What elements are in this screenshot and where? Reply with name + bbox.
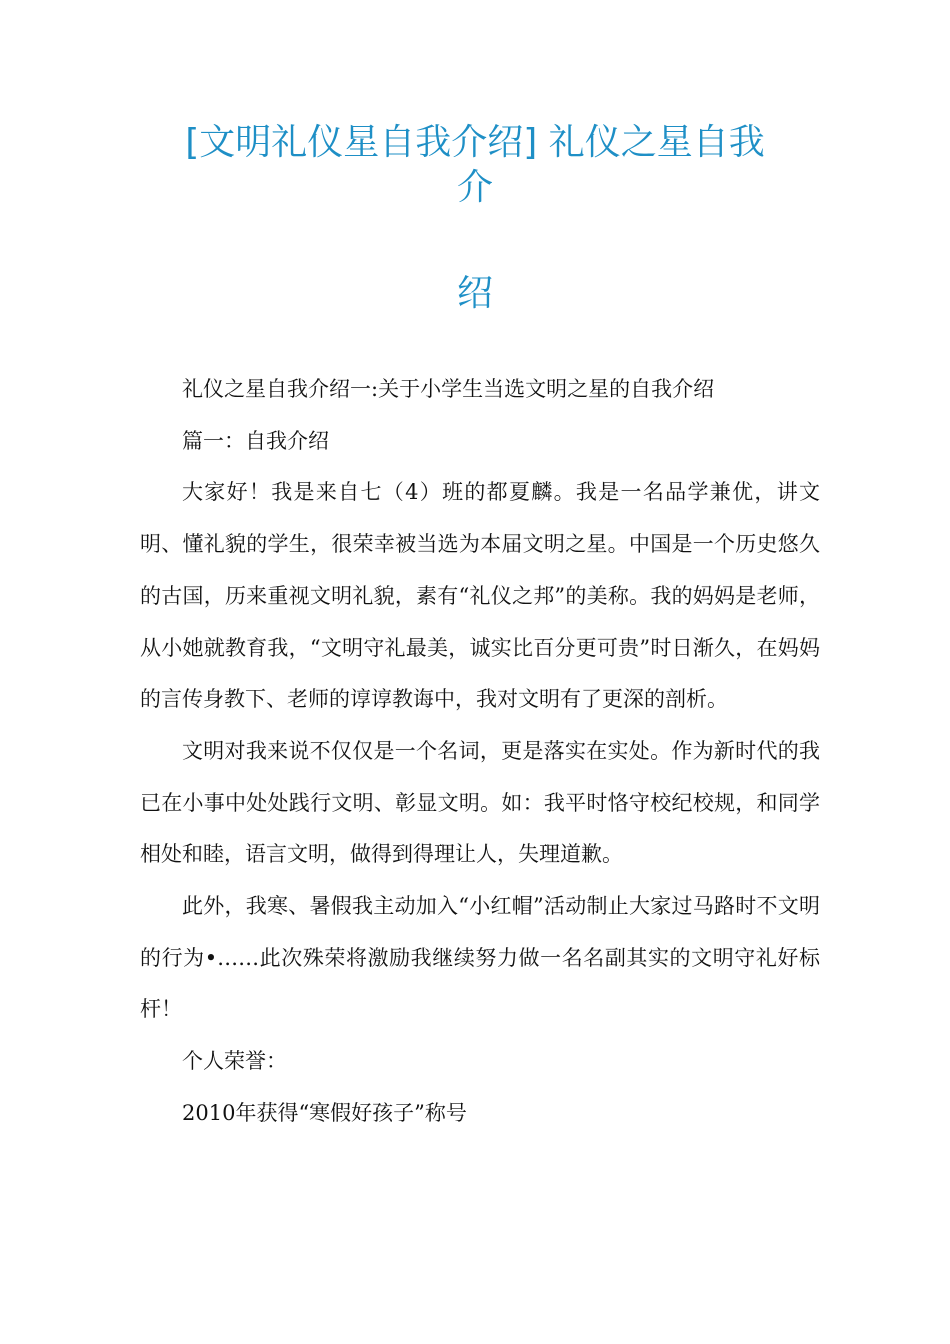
title-part-wrap: 介 — [456, 167, 493, 208]
document-title-line1 — [150, 121, 800, 165]
document-title-line1-wrap — [150, 166, 800, 210]
document-title-line2: 绍 — [456, 273, 493, 314]
title-part-main: [文明礼仪星自我介绍] 礼仪之星自我 — [185, 122, 765, 163]
paragraph-greeting: 大家好！我是来自七（4）班的都夏麟。我是一名品学兼优，讲文明、懂礼貌的学生，很荣幸被当选为本届文明之星。中国是一个历史悠久的古国，历来重视文明礼貌，素有“礼仪之邦”的美称。我的妈妈是老师，从小她就教育我，“文明守礼最美，诚实比百分更可贵”时日渐久，在妈妈的言传身教下、老师的谆谆教诲中，我对文明有了更深的剖析。 — [140, 480, 820, 712]
paragraph-honor-item: 2010年获得“寒假好孩子”称号 — [182, 1100, 467, 1125]
paragraph-section-heading: 篇一：自我介绍 — [182, 428, 329, 453]
paragraph-civility: 文明对我来说不仅仅是一个名词，更是落实在实处。作为新时代的我已在小事中处处践行文明、彰显文明。如：我平时恪守校纪校规，和同学相处和睦，语言文明，做得到得理让人，失理道歉。 — [140, 738, 820, 867]
paragraph-honors-heading: 个人荣誉： — [182, 1049, 287, 1074]
document-body — [140, 364, 820, 1140]
paragraph-intro-heading: 礼仪之星自我介绍一:关于小学生当选文明之星的自我介绍 — [182, 377, 715, 401]
paragraph-volunteer: 此外，我寒、暑假我主动加入“小红帽”活动制止大家过马路时不文明的行为•……此次殊荣将激励我继续努力做一名名副其实的文明守礼好标杆！ — [140, 894, 820, 1022]
